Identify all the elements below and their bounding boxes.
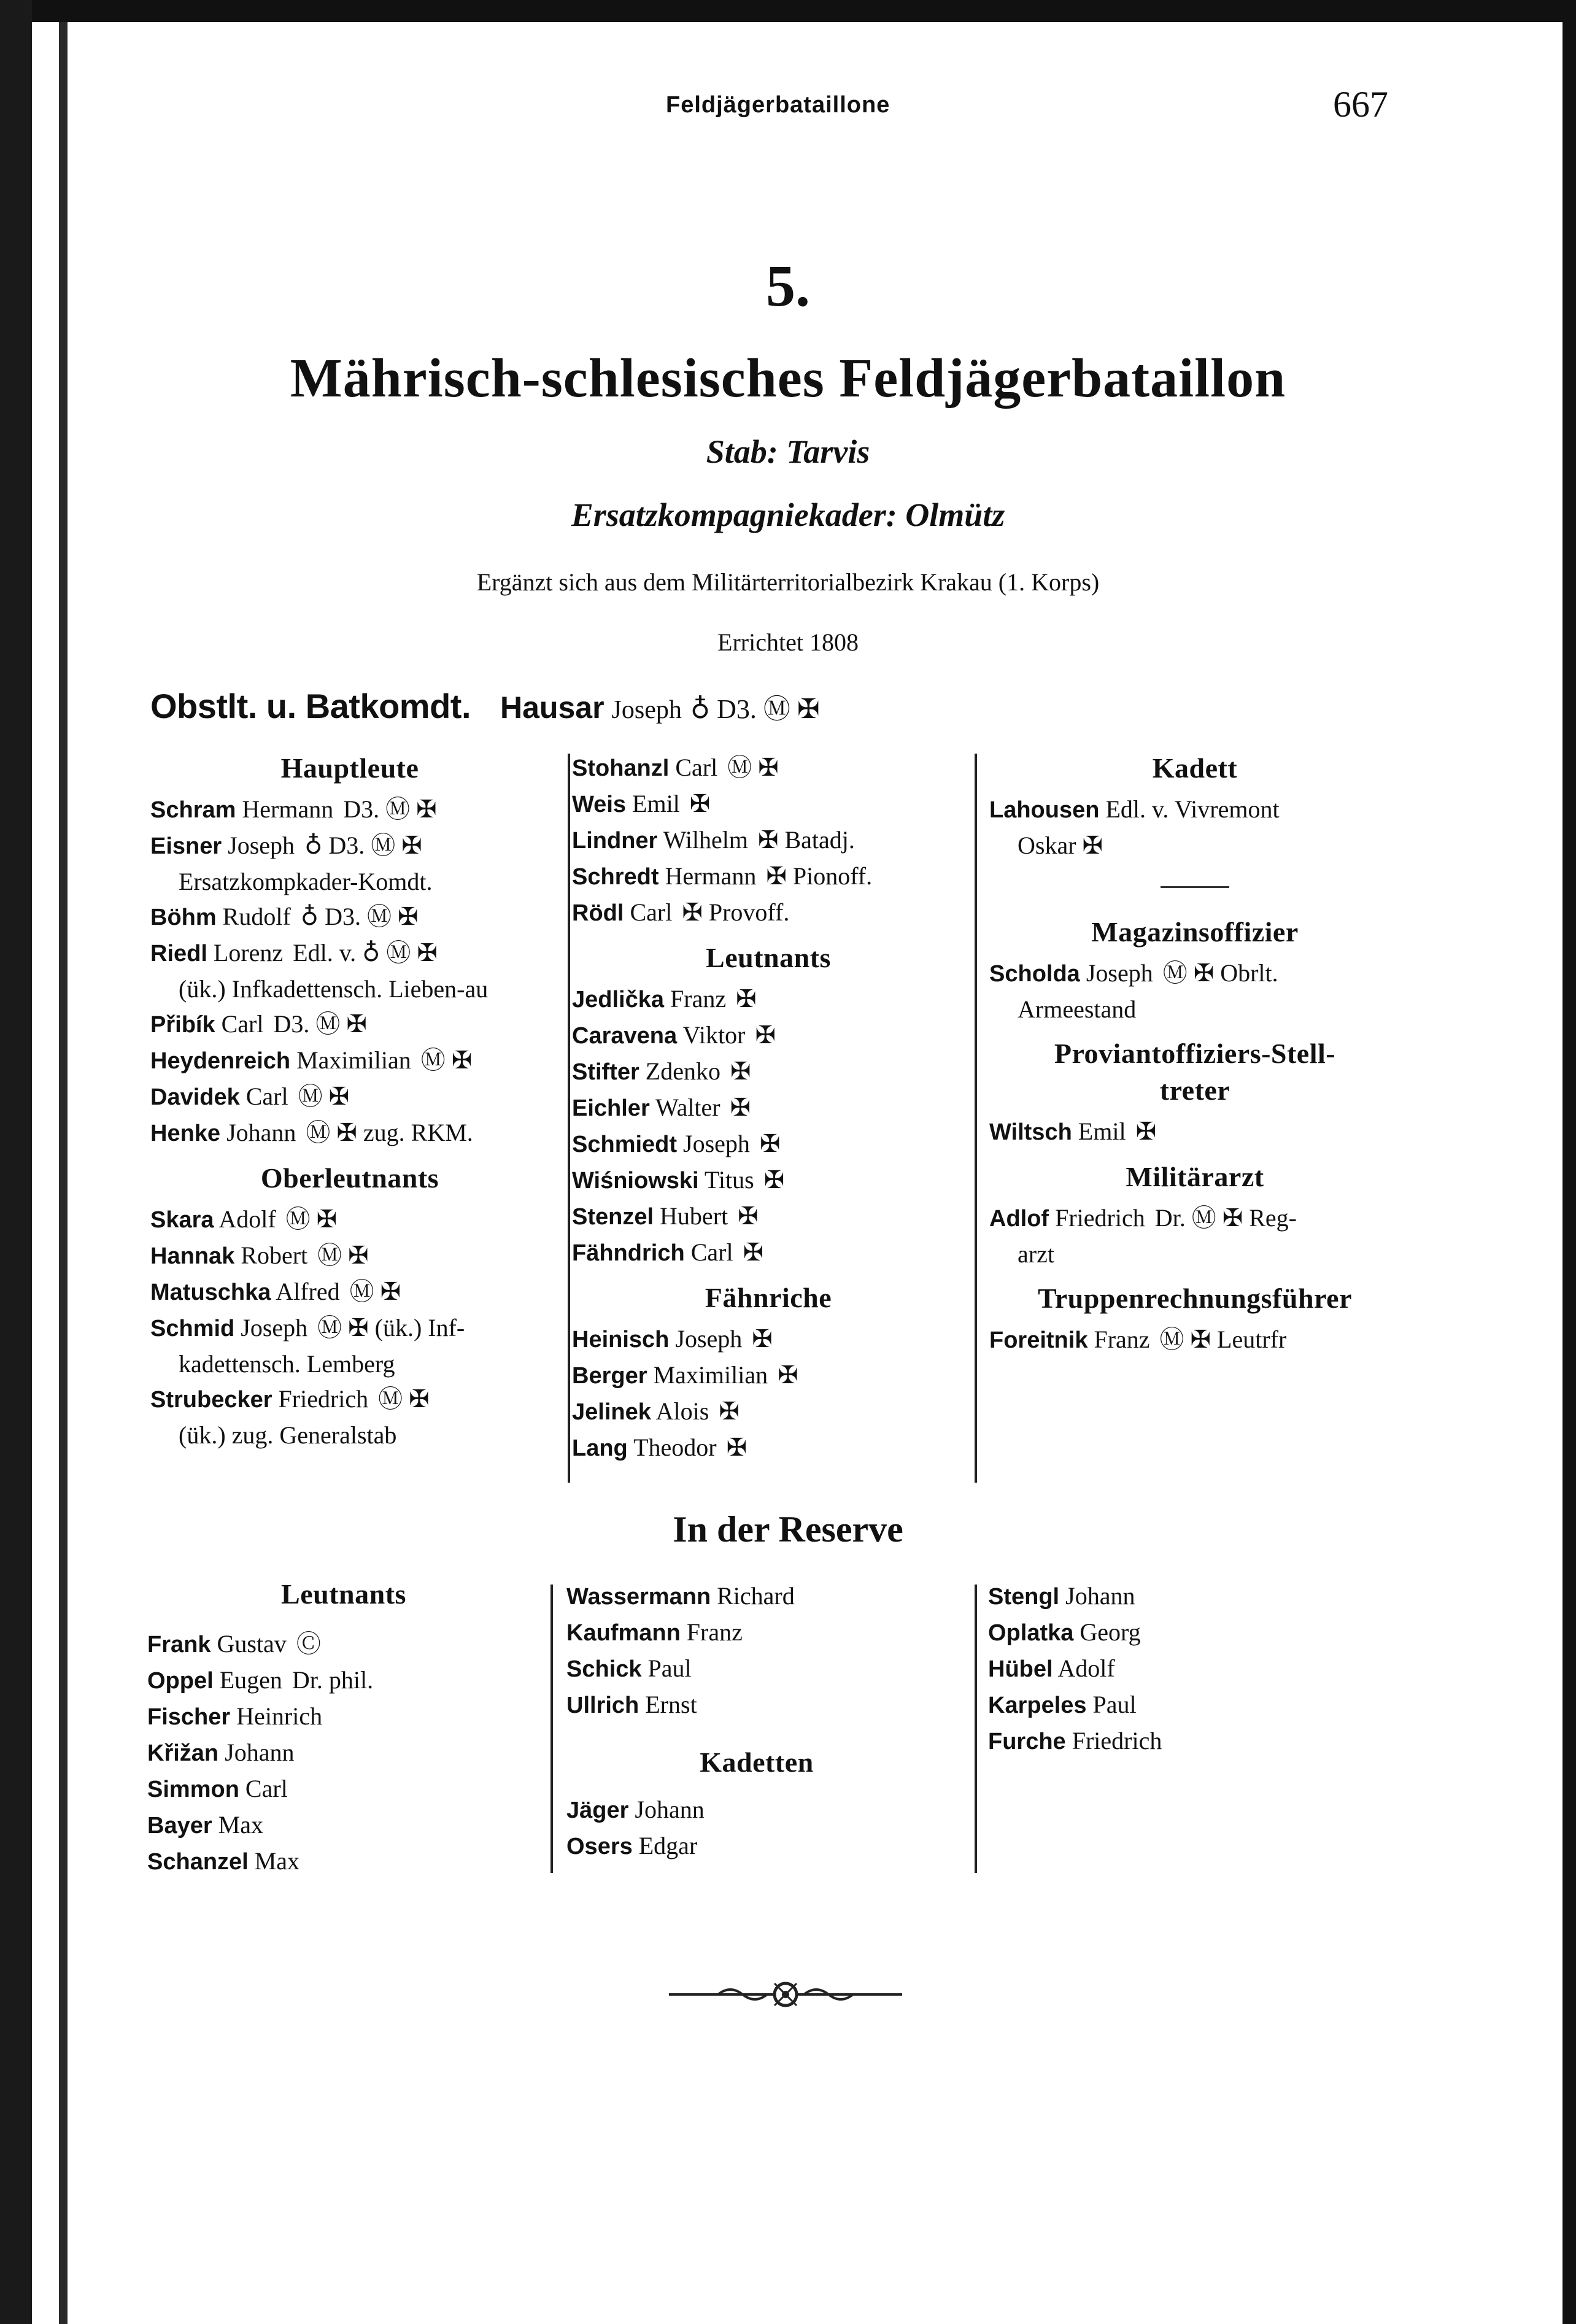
commander-marks: ♁ D3. Ⓜ ✠ (690, 694, 820, 724)
list-item: Rödl Carl ✠ Provoff. (572, 898, 790, 926)
list-item: Fischer Heinrich (147, 1702, 323, 1730)
errichtet-line: Errichtet 1808 (717, 628, 859, 656)
list-item: Wiśniowski Titus ✠ (572, 1166, 785, 1194)
heading-fahnriche: Fähnriche (705, 1282, 832, 1313)
scan-border-top (0, 0, 1576, 22)
list-item: Jelinek Alois ✠ (572, 1397, 740, 1425)
heading-magazinsoffizier: Magazinsoffizier (1091, 916, 1299, 948)
list-item: Skara Adolf Ⓜ ✠ (150, 1205, 338, 1233)
list-item: Lang Theodor ✠ (572, 1434, 747, 1461)
list-item: Křižan Johann (147, 1739, 295, 1766)
list-item: Heinisch Joseph ✠ (572, 1325, 773, 1353)
list-item: Davidek Carl Ⓜ ✠ (150, 1083, 350, 1110)
reserve-divider-1 (550, 1585, 553, 1873)
list-item: Lindner Wilhelm ✠ Batadj. (572, 826, 855, 854)
list-item: Schredt Hermann ✠ Pionoff. (572, 862, 873, 890)
truppen-entry: Foreitnik Franz Ⓜ ✠ Leutrfr (989, 1326, 1287, 1353)
oberleutnants-continued-list (572, 750, 965, 931)
column-3 (989, 750, 1400, 1358)
column-divider-2 (975, 754, 977, 1483)
list-item: Wassermann Richard (566, 1582, 795, 1610)
list-item: Henke Johann Ⓜ ✠ zug. RKM. (150, 1119, 473, 1146)
leutnants-list (572, 981, 965, 1271)
fahnriche-list (572, 1321, 965, 1466)
reserve-heading-leutnants: Leutnants (281, 1578, 406, 1610)
list-item: Hannak Robert Ⓜ ✠ (150, 1241, 369, 1269)
running-title: Feldjägerbataillone (666, 92, 890, 118)
end-ornament (663, 1970, 908, 2019)
list-item: Bayer Max (147, 1811, 263, 1839)
commander-surname: Hausar (500, 690, 605, 725)
column-1 (150, 750, 549, 1453)
list-item: Schram Hermann D3. Ⓜ ✠ (150, 795, 437, 823)
list-item: Fähndrich Carl ✠ (572, 1238, 764, 1266)
heading-hauptleute: Hauptleute (280, 752, 419, 784)
commander-rank: Obstlt. u. Batkomdt. (150, 687, 471, 725)
reserve-divider-2 (975, 1585, 977, 1873)
arzt-entry: Adlof Friedrich Dr. Ⓜ ✠ Reg- arzt (989, 1204, 1297, 1268)
list-item: Kaufmann Franz (566, 1618, 743, 1646)
list-item: Riedl Lorenz Edl. v. ♁ Ⓜ ✠ (ük.) Infkadettensch. Lieben-au (150, 939, 489, 1003)
list-item: Berger Maximilian ✠ (572, 1361, 798, 1389)
list-item: Stenzel Hubert ✠ (572, 1202, 759, 1230)
list-item: Ullrich Ernst (566, 1691, 697, 1718)
list-item: Weis Emil ✠ (572, 790, 711, 817)
heading-truppenrechnungsfuhrer: Truppenrechnungsführer (1038, 1283, 1352, 1314)
column-2 (572, 750, 965, 1466)
list-item: Stifter Zdenko ✠ (572, 1057, 751, 1085)
kadett-entry: Lahousen Edl. v. Vivremont Oskar ✠ (989, 795, 1280, 859)
list-item: Matuschka Alfred Ⓜ ✠ (150, 1278, 401, 1305)
battalion-number: 5. (766, 253, 810, 318)
list-item: Strubecker Friedrich Ⓜ ✠ (ük.) zug. Generalstab (150, 1385, 430, 1449)
list-item: Furche Friedrich (988, 1727, 1162, 1755)
reserve-heading-kadetten: Kadetten (700, 1747, 814, 1778)
list-item: Schanzel Max (147, 1847, 300, 1875)
commander-line (150, 686, 820, 726)
reserve-list-3 (988, 1578, 1393, 1759)
erganzt-line: Ergänzt sich aus dem Militärterritorialbezirk Krakau (1. Korps) (476, 568, 1100, 596)
list-item: Oppel Eugen Dr. phil. (147, 1666, 374, 1694)
list-item: Osers Edgar (566, 1832, 698, 1859)
list-item: Schick Paul (566, 1654, 692, 1682)
list-item: Oplatka Georg (988, 1618, 1141, 1646)
list-item: Karpeles Paul (988, 1691, 1137, 1718)
list-item: Stohanzl Carl Ⓜ ✠ (572, 754, 779, 781)
proviant-entry: Wiltsch Emil ✠ (989, 1118, 1157, 1145)
list-item: Jäger Johann (566, 1796, 705, 1823)
list-item: Frank Gustav Ⓒ (147, 1630, 321, 1658)
heading-militararzt: Militärarzt (1126, 1161, 1264, 1192)
stab-line: Stab: Tarvis (706, 433, 870, 470)
battalion-title: Mährisch-schlesisches Feldjägerbataillon (290, 348, 1286, 409)
heading-oberleutnants: Oberleutnants (260, 1162, 439, 1194)
reserve-column-1 (147, 1576, 540, 1880)
list-item: Schmid Joseph Ⓜ ✠ (ük.) Inf- kadettensch. Lemberg (150, 1314, 465, 1378)
reserve-heading: In der Reserve (673, 1509, 903, 1550)
list-item: Přibík Carl D3. Ⓜ ✠ (150, 1010, 367, 1038)
heading-leutnants: Leutnants (706, 942, 831, 973)
hauptleute-list (150, 792, 549, 1151)
list-item: Stengl Johann (988, 1582, 1135, 1610)
magazin-entry: Scholda Joseph Ⓜ ✠ Obrlt. Armeestand (989, 959, 1278, 1023)
list-item: Heydenreich Maximilian Ⓜ ✠ (150, 1046, 473, 1074)
list-item: Eisner Joseph ♁ D3. Ⓜ ✠ Ersatzkompkader-Komdt. (150, 832, 433, 895)
oberleutnants-list (150, 1202, 549, 1453)
column-divider-1 (568, 754, 570, 1483)
reserve-column-3 (988, 1578, 1393, 1759)
reserve-column-2 (566, 1578, 947, 1864)
heading-proviant: Proviantoffiziers-Stell- treter (1054, 1038, 1336, 1106)
reserve-list-2 (566, 1578, 947, 1723)
commander-given: Joseph (611, 696, 682, 724)
reserve-kadetten-list (566, 1792, 947, 1864)
list-item: Simmon Carl (147, 1775, 288, 1802)
ersatz-line: Ersatzkompagniekader: Olmütz (571, 496, 1005, 533)
heading-kadett: Kadett (1152, 752, 1238, 784)
list-item: Jedlička Franz ✠ (572, 985, 757, 1013)
separator-rule (1161, 886, 1229, 888)
reserve-leutnants-list (147, 1626, 540, 1880)
list-item: Eichler Walter ✠ (572, 1094, 751, 1121)
page-number: 667 (1333, 84, 1388, 125)
list-item: Böhm Rudolf ♁ D3. Ⓜ ✠ (150, 903, 419, 930)
list-item: Caravena Viktor ✠ (572, 1021, 776, 1049)
list-item: Hübel Adolf (988, 1654, 1115, 1682)
list-item: Schmiedt Joseph ✠ (572, 1130, 781, 1157)
